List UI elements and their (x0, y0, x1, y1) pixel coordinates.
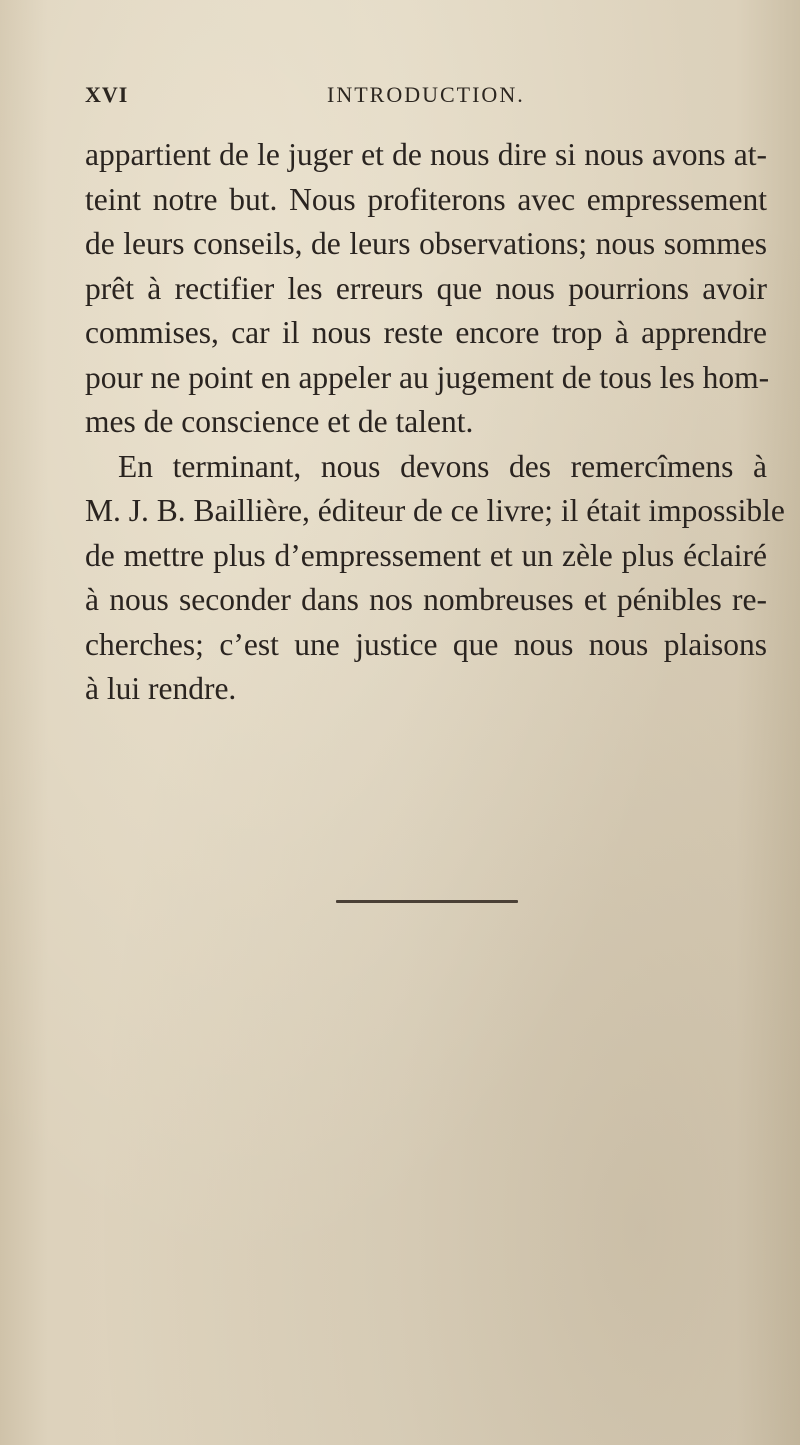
running-head-title: INTRODUCTION. (327, 82, 525, 107)
paragraph-1 (85, 133, 770, 445)
text-line: mes de conscience et de talent. (85, 404, 474, 439)
body-text (85, 133, 785, 712)
text-line: teint notre but. Nous profiterons avec empressement (85, 181, 767, 217)
text-line: cherches; c’est une justice que nous nous plaisons (85, 626, 767, 662)
text-line: commises, car il nous reste encore trop à apprendre (85, 315, 767, 350)
text-line: de leurs conseils, de leurs observations; nous sommes (85, 226, 767, 261)
text-line: appartient de le juger et de nous dire si nous avons at- (85, 137, 767, 172)
text-line: En terminant, nous devons des remercîmens à (118, 448, 767, 484)
text-line: à nous seconder dans nos nombreuses et pénibles re- (85, 582, 767, 617)
text-line: à lui rendre. (85, 671, 237, 706)
running-head (85, 82, 765, 122)
section-end-rule (336, 900, 518, 903)
text-line: prêt à rectifier les erreurs que nous pourrions avoir (85, 270, 767, 306)
page-number: XVI (85, 82, 129, 107)
paragraph-2 (85, 445, 785, 712)
text-line: M. J. B. Baillière, éditeur de ce livre; il était impossible (85, 493, 785, 528)
text-line: de mettre plus d’empressement et un zèle plus éclairé (85, 537, 767, 573)
text-line: pour ne point en appeler au jugement de tous les hom- (85, 359, 770, 395)
